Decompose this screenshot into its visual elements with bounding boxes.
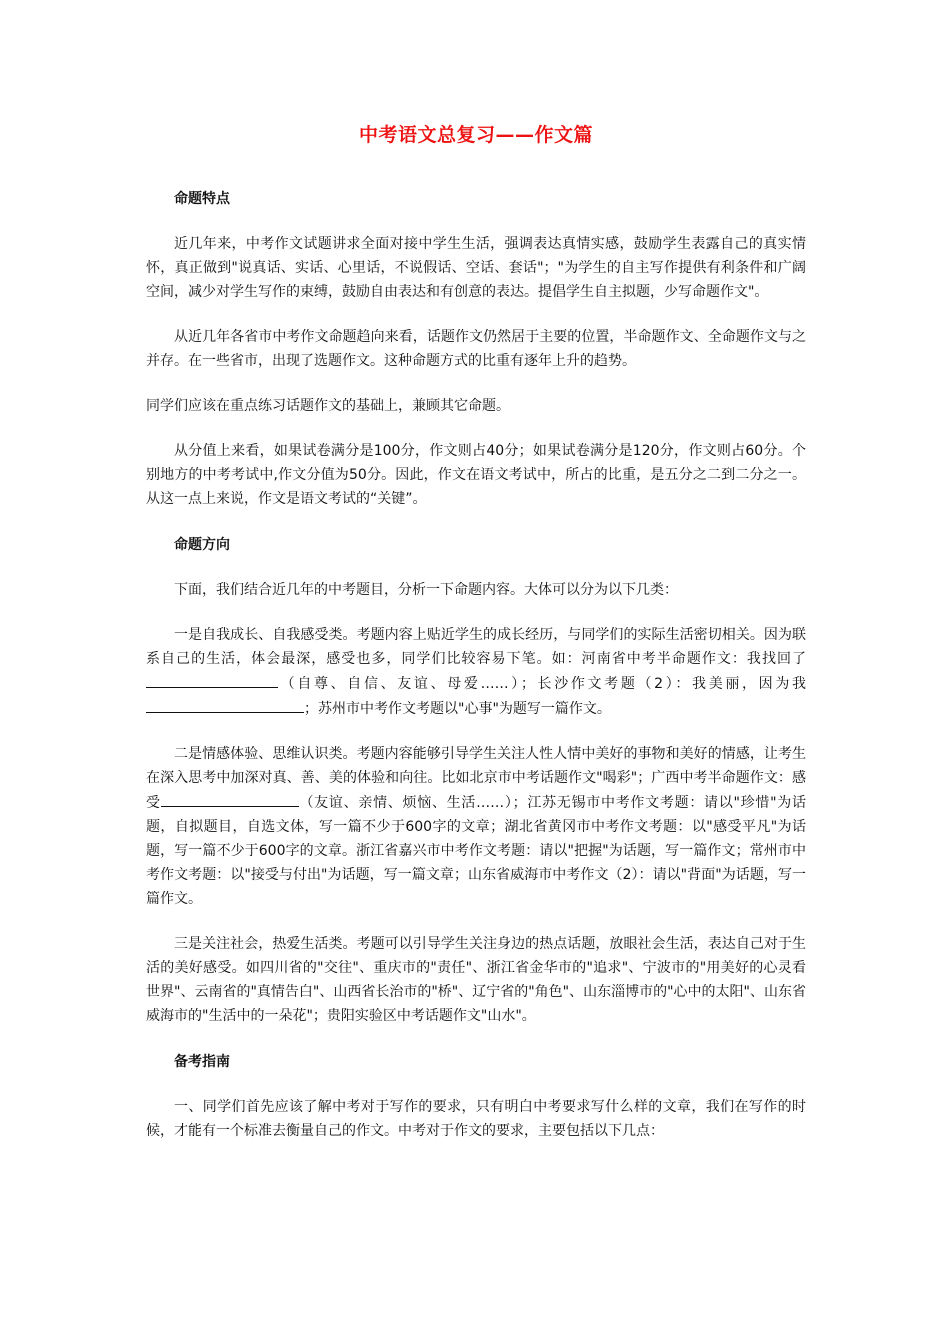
paragraph: 从分值上来看，如果试卷满分是100分，作文则占40分；如果试卷满分是120分，作文则占60分。个别地方的中考考试中,作文分值为50分。因此，作文在语文考试中，所占的比重，是五分之二到二分之一。从这一点上来说，作文是语文考试的“关键”。 — [146, 443, 806, 507]
section-heading-features: 命题特点 — [174, 191, 230, 207]
paragraph: 从近几年各省市中考作文命题趋向来看，话题作文仍然居于主要的位置，半命题作文、全命题作文与之并存。在一些省市，出现了选题作文。这种命题方式的比重有逐年上升的趋势。 — [146, 329, 806, 369]
fill-in-blank — [146, 671, 278, 688]
paragraph — [146, 623, 806, 721]
document-page — [146, 118, 806, 1164]
paragraph-text: ；苏州市中考作文考题以"心事"为题写一篇作文。 — [304, 701, 611, 717]
paragraph: 近几年来，中考作文试题讲求全面对接中学生生活，强调表达真情实感，鼓励学生表露自己的真实情怀，真正做到"说真话、实话、心里话，不说假话、空话、套话"；"为学生的自主写作提供有利条件和广阔空间，减少对学生写作的束缚，鼓励自由表达和有创意的表达。提倡学生自主拟题，少写命题作文"。 — [146, 236, 806, 300]
paragraph-text: （友谊、亲情、烦恼、生活……）；江苏无锡市中考作文考题：请以"珍惜"为话题，自拟题目，自选文体，写一篇不少于600字的文章；湖北省黄冈市中考作文考题：以"感受平凡"为话题，写一篇不少于600字的文章。浙江省嘉兴市中考作文考题：请以"把握"为话题，写一篇作文；常州市中考作文考题：以"接受与付出"为话题，写一篇文章；山东省威海市中考作文（2）：请以"背面"为话题，写一篇作文。 — [146, 795, 806, 907]
section-heading-directions: 命题方向 — [174, 537, 230, 553]
fill-in-blank — [161, 790, 299, 807]
paragraph: 一、同学们首先应该了解中考对于写作的要求，只有明白中考要求写什么样的文章，我们在写作的时候，才能有一个标准去衡量自己的作文。中考对于作文的要求，主要包括以下几点： — [146, 1099, 806, 1139]
section-heading-guide: 备考指南 — [174, 1054, 230, 1070]
paragraph: 三是关注社会，热爱生活类。考题可以引导学生关注身边的热点话题，放眼社会生活，表达自己对于生活的美好感受。如四川省的"交往"、重庆市的"责任"、浙江省金华市的"追求"、宁波市的"用美好的心灵看世界"、云南省的"真情告白"、山西省长治市的"桥"、辽宁省的"角色"、山东淄博市的"心中的太阳"、山东省威海市的"生活中的一朵花"；贵阳实验区中考话题作文"山水"。 — [146, 936, 806, 1024]
paragraph: 同学们应该在重点练习话题作文的基础上，兼顾其它命题。 — [146, 398, 510, 414]
paragraph: 下面，我们结合近几年的中考题目，分析一下命题内容。大体可以分为以下几类： — [174, 582, 678, 598]
paragraph-text: （自尊、自信、友谊、母爱……）；长沙作文考题（2）：我美丽，因为我 — [278, 676, 806, 692]
paragraph-text: 一是自我成长、自我感受类。考题内容上贴近学生的成长经历，与同学们的实际生活密切相关。因为联系自己的生活，体会最深，感受也多，同学们比较容易下笔。如：河南省中考半命题作文：我找回了 — [146, 627, 806, 667]
fill-in-blank — [146, 696, 304, 713]
paragraph — [146, 742, 806, 911]
paragraph-text: 二是情感体验、思维认识类。考题内容能够引导学生关注人性人情中美好的事物和美好的情感，让考生在深入思考中加深对真、善、美的体验和向往。比如北京市中考话题作文"喝彩"；广西中考半命题作文：感受 — [146, 746, 806, 811]
document-title: 中考语文总复习——作文篇 — [358, 124, 593, 146]
